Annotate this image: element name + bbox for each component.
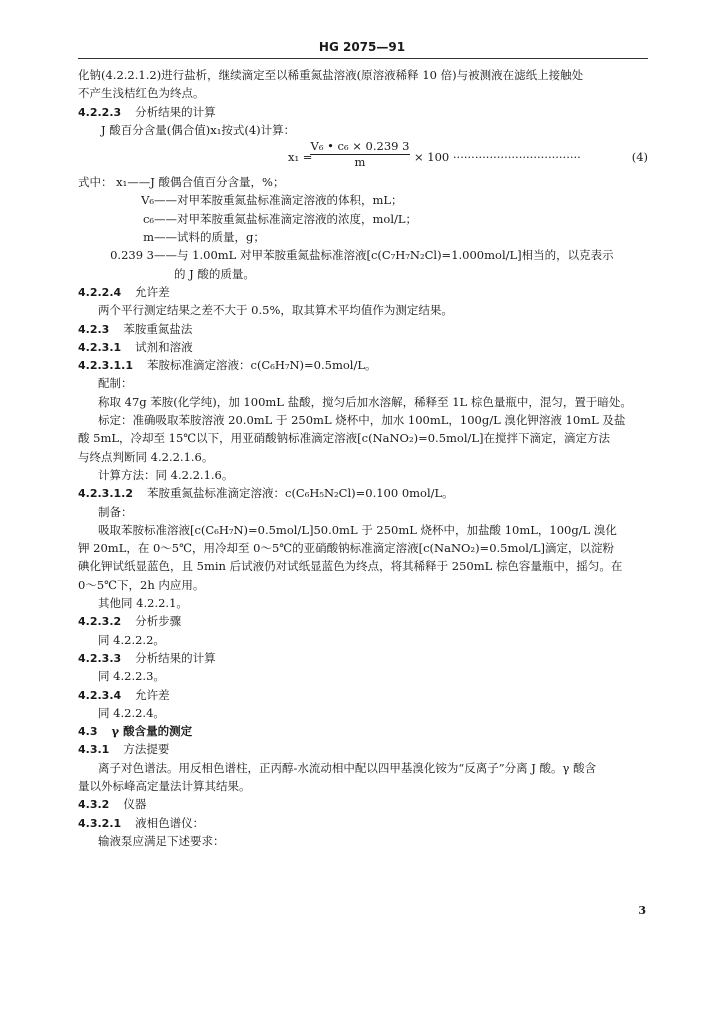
formula-lhs: x₁ = (288, 150, 313, 165)
section-title: 方法提要 (123, 742, 170, 757)
section-number: 4.2.3.1.1 (78, 359, 133, 373)
section-heading-4-3-2-1 (78, 814, 648, 832)
paragraph-line: J 酸百分含量(偶合值)x₁按式(4)计算： (101, 122, 296, 137)
definition-v6 (78, 191, 648, 209)
paragraph-line: 标定：准确吸取苯胺溶液 20.0mL 于 250mL 烧杯中，加水 100mL，100g/L 溴化钾溶液 10mL 及盐 (98, 413, 626, 428)
section-number: 4.2.3.1 (78, 340, 122, 354)
section-title: γ 酸含量的测定 (111, 724, 193, 739)
paragraph-line: 同 4.2.2.2。 (98, 632, 165, 647)
paragraph-line: 离子对色谱法。用反相色谱柱，正丙醇-水流动相中配以四甲基溴化铵为“反离子”分离 J 酸。γ 酸含 (98, 760, 597, 775)
paragraph-line: 同 4.2.2.4。 (98, 705, 165, 720)
header-rule (78, 58, 648, 59)
paragraph-line: 称取 47g 苯胺(化学纯)，加 100mL 盐酸，搅匀后加水溶解，稀释至 1L 棕色量瓶中，混匀，置于暗处。 (98, 394, 632, 409)
definitions-label: 式中： (78, 175, 113, 190)
paragraph-line: 量以外标峰高定量法计算其结果。 (78, 778, 251, 793)
standard-header: HG 2075—91 (318, 40, 406, 54)
paragraph-line: 碘化钾试纸显蓝色，且 5min 后试液仍对试纸显蓝色为终点，将其稀释于 250mL 棕色容量瓶中，摇匀。在 (78, 559, 623, 574)
document-body (78, 66, 648, 850)
section-number: 4.2.3.4 (78, 688, 122, 702)
def-symbol: 0.239 3 (110, 248, 154, 263)
section-title: 苯胺标准滴定溶液：c(C₆H₇N)=0.5mol/L。 (147, 358, 377, 373)
definition-constant (78, 246, 648, 264)
section-title: 分析步骤 (135, 614, 182, 629)
paragraph-line: 同 4.2.2.3。 (98, 669, 165, 684)
paragraph-line: 配制： (98, 376, 133, 391)
formula-denominator: m (354, 155, 366, 170)
section-heading-4-2-3-4 (78, 686, 648, 704)
section-title: 允许差 (135, 687, 170, 702)
paragraph-line: 计算方法：同 4.2.2.1.6。 (98, 467, 234, 482)
def-text: ——J 酸偶合值百分含量，%； (127, 175, 285, 190)
formula-fraction (310, 139, 410, 170)
paragraph-line: 与终点判断同 4.2.2.1.6。 (78, 449, 214, 464)
paragraph-line: 制备： (98, 504, 133, 519)
section-heading-4-3-2 (78, 795, 648, 813)
section-number: 4.2.2.3 (78, 105, 122, 119)
def-text: ——试料的质量，g； (154, 230, 265, 245)
definitions-intro (78, 173, 648, 191)
def-text: ——与 1.00mL 对甲苯胺重氮盐标准溶液[c(C₇H₇N₂Cl)=1.000mol/L]相当的，以克表示 (154, 248, 614, 263)
paragraph-line: 输液泵应满足下述要求： (98, 833, 225, 848)
section-number: 4.3.1 (78, 743, 110, 757)
formula-rhs: × 100 ··································· (414, 150, 581, 165)
section-title: 试剂和溶液 (135, 339, 193, 354)
def-symbol: x₁ (116, 175, 128, 190)
section-number: 4.3 (78, 725, 98, 739)
paragraph-line: 两个平行测定结果之差不大于 0.5%，取其算术平均值作为测定结果。 (98, 303, 453, 318)
def-text: ——对甲苯胺重氮盐标准滴定溶液的体积，mL； (154, 193, 403, 208)
def-symbol: m (143, 230, 154, 245)
section-heading-4-2-3-3 (78, 649, 648, 667)
section-number: 4.2.2.4 (78, 285, 122, 299)
paragraph-line: 0～5℃下，2h 内应用。 (78, 577, 205, 592)
section-heading-4-3-1 (78, 740, 648, 758)
def-symbol: c₆ (142, 211, 154, 226)
def-text: ——对甲苯胺重氮盐标准滴定溶液的浓度，mol/L； (154, 211, 418, 226)
paragraph-line: 酸 5mL，冷却至 15℃以下，用亚硝酸钠标准滴定溶液[c(NaNO₂)=0.5mol/L]在搅拌下滴定，滴定方法 (78, 431, 611, 446)
section-number: 4.2.3 (78, 322, 110, 336)
section-title: 分析结果的计算 (135, 650, 216, 665)
section-heading-4-2-3-1 (78, 338, 648, 356)
def-symbol: V₆ (141, 193, 154, 208)
page-number: 3 (638, 904, 646, 917)
section-heading-4-2-2-3 (78, 103, 648, 121)
section-heading-4-2-3-1-1 (78, 356, 648, 374)
section-heading-4-2-3-2 (78, 612, 648, 630)
formula-4 (78, 139, 648, 173)
section-title: 苯胺重氮盐法 (123, 321, 193, 336)
section-title: 允许差 (135, 284, 170, 299)
section-title: 液相色谱仪： (135, 815, 205, 830)
formula-numerator: V₆ • c₆ × 0.239 3 (310, 139, 410, 154)
definition-c6 (78, 210, 648, 228)
section-number: 4.3.2 (78, 798, 110, 812)
section-heading-4-3 (78, 722, 648, 740)
formula-equation-number: (4) (631, 150, 648, 165)
section-title: 仪器 (123, 797, 147, 812)
paragraph-line: 钾 20mL，在 0～5℃，用冷却至 0～5℃的亚硝酸钠标准滴定溶液[c(NaNO₂)=0.5mol/L]滴定，以淀粉 (78, 541, 614, 556)
section-number: 4.2.3.3 (78, 651, 122, 665)
section-title: 分析结果的计算 (135, 104, 216, 119)
paragraph-line: 吸取苯胺标准溶液[c(C₆H₇N)=0.5mol/L]50.0mL 于 250mL 烧杯中，加盐酸 10mL，100g/L 溴化 (98, 522, 617, 537)
definition-continuation: 的 J 酸的质量。 (174, 266, 255, 281)
paragraph-line: 化钠(4.2.2.1.2)进行盐析，继续滴定至以稀重氮盐溶液(原溶液稀释 10 倍)与被测液在滤纸上接触处 (78, 68, 584, 82)
section-heading-4-2-3-1-2 (78, 484, 648, 502)
paragraph-line: 不产生浅桔红色为终点。 (78, 86, 205, 101)
paragraph-line: 其他同 4.2.2.1。 (98, 596, 188, 611)
section-number: 4.2.3.1.2 (78, 487, 133, 501)
definition-m (78, 228, 648, 246)
section-title: 苯胺重氮盐标准滴定溶液：c(C₆H₅N₂Cl)=0.100 0mol/L。 (147, 486, 454, 501)
section-heading-4-2-2-4 (78, 283, 648, 301)
section-number: 4.2.3.2 (78, 615, 122, 629)
section-heading-4-2-3 (78, 320, 648, 338)
section-number: 4.3.2.1 (78, 816, 122, 830)
